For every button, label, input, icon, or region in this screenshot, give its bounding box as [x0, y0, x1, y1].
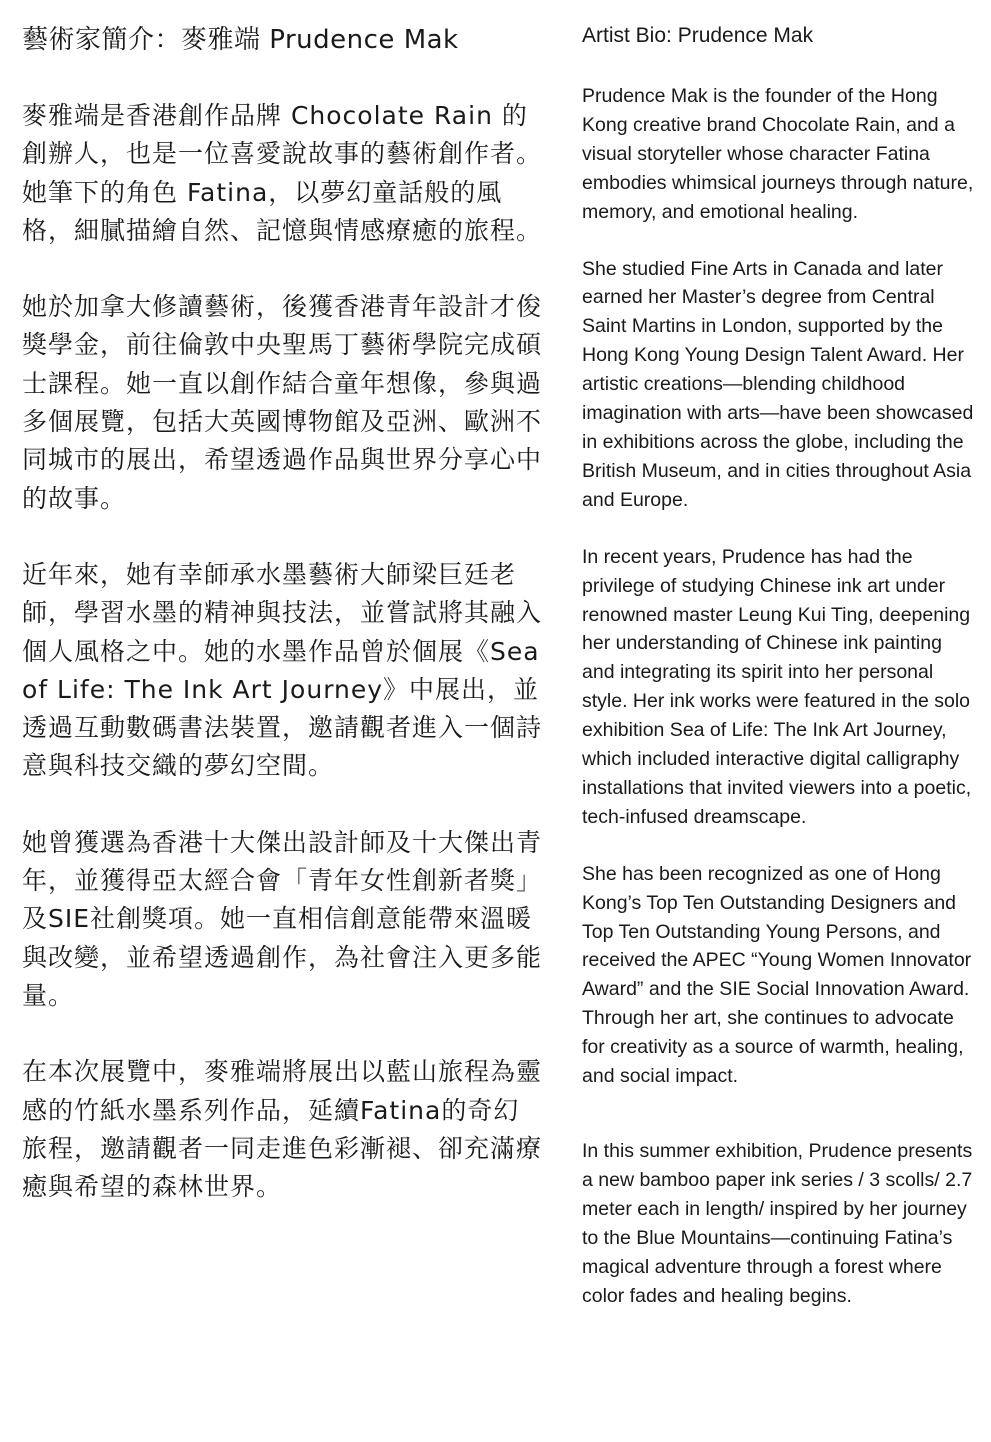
english-bio-paragraph-2: She studied Fine Arts in Canada and later earned her Master’s degree from Central Saint Martins in London, supported by the Hong Kong Young Design Talent Award. Her artistic creations—blending childhood imagination with arts—have been showcased in exhibitions across the globe, including the British Museum, and in cities throughout Asia and Europe.	[582, 257, 974, 511]
english-bio-paragraph-1: Prudence Mak is the founder of the Hong Kong creative brand Chocolate Rain, and a visual storyteller whose character Fatina embodies whimsical journeys through nature, memory, and emotional healing.	[582, 85, 974, 223]
chinese-bio-title: 藝術家簡介：麥雅端 Prudence Mak	[22, 25, 459, 55]
chinese-bio-paragraph-5: 在本次展覽中，麥雅端將展出以藍山旅程為靈感的竹紙水墨系列作品，延續Fatina的奇幻旅程，邀請觀者一同走進色彩漸褪、卻充滿療癒與希望的森林世界。	[22, 1057, 543, 1202]
chinese-bio-paragraph-2: 她於加拿大修讀藝術，後獲香港青年設計才俊獎學金，前往倫敦中央聖馬丁藝術學院完成碩士課程。她一直以創作結合童年想像，參與過多個展覽，包括大英國博物館及亞洲、歐洲不同城市的展出，希望透過作品與世界分享心中的故事。	[22, 292, 543, 513]
english-bio-column	[582, 22, 974, 1338]
chinese-bio-column	[22, 22, 542, 1244]
english-bio-paragraph-4: She has been recognized as one of Hong Kong’s Top Ten Outstanding Designers and Top Ten Outstanding Young Persons, and received the APEC “Young Women Innovator Award” and the SIE Social Innovation Award. Through her art, she continues to advocate for creativity as a source of warmth, healing, and social impact.	[582, 862, 972, 1088]
english-bio-title: Artist Bio: Prudence Mak	[582, 24, 814, 47]
chinese-bio-paragraph-4: 她曾獲選為香港十大傑出設計師及十大傑出青年，並獲得亞太經合會「青年女性創新者獎」及SIE社創獎項。她一直相信創意能帶來溫暖與改變，並希望透過創作，為社會注入更多能量。	[22, 827, 543, 1010]
chinese-bio-paragraph-3: 近年來，她有幸師承水墨藝術大師梁巨廷老師，學習水墨的精神與技法，並嘗試將其融入個人風格之中。她的水墨作品曾於個展《Sea of Life: The Ink Art Journey》中展出，並透過互動數碼書法裝置，邀請觀者進入一個詩意與科技交織的夢幻空間。	[22, 559, 543, 781]
english-bio-paragraph-3: In recent years, Prudence has had the privilege of studying Chinese ink art under renowned master Leung Kui Ting, deepening her understanding of Chinese ink painting and integrating its spirit into her personal style. Her ink works were featured in the solo exhibition Sea of Life: The Ink Art Journey, which included interactive digital calligraphy installations that invited viewers into a poetic, tech-infused dreamscape.	[582, 545, 972, 828]
chinese-bio-paragraph-1: 麥雅端是香港創作品牌 Chocolate Rain 的創辦人，也是一位喜愛說故事的藝術創作者。她筆下的角色 Fatina，以夢幻童話般的風格，細膩描繪自然、記憶與情感療癒的旅程。	[22, 101, 543, 245]
english-bio-paragraph-5: In this summer exhibition, Prudence presents a new bamboo paper ink series / 3 scolls/ 2.7 meter each in length/ inspired by her journey to the Blue Mountains—continuing Fatina’s magical adventure through a forest where color fades and healing begins.	[582, 1140, 973, 1307]
